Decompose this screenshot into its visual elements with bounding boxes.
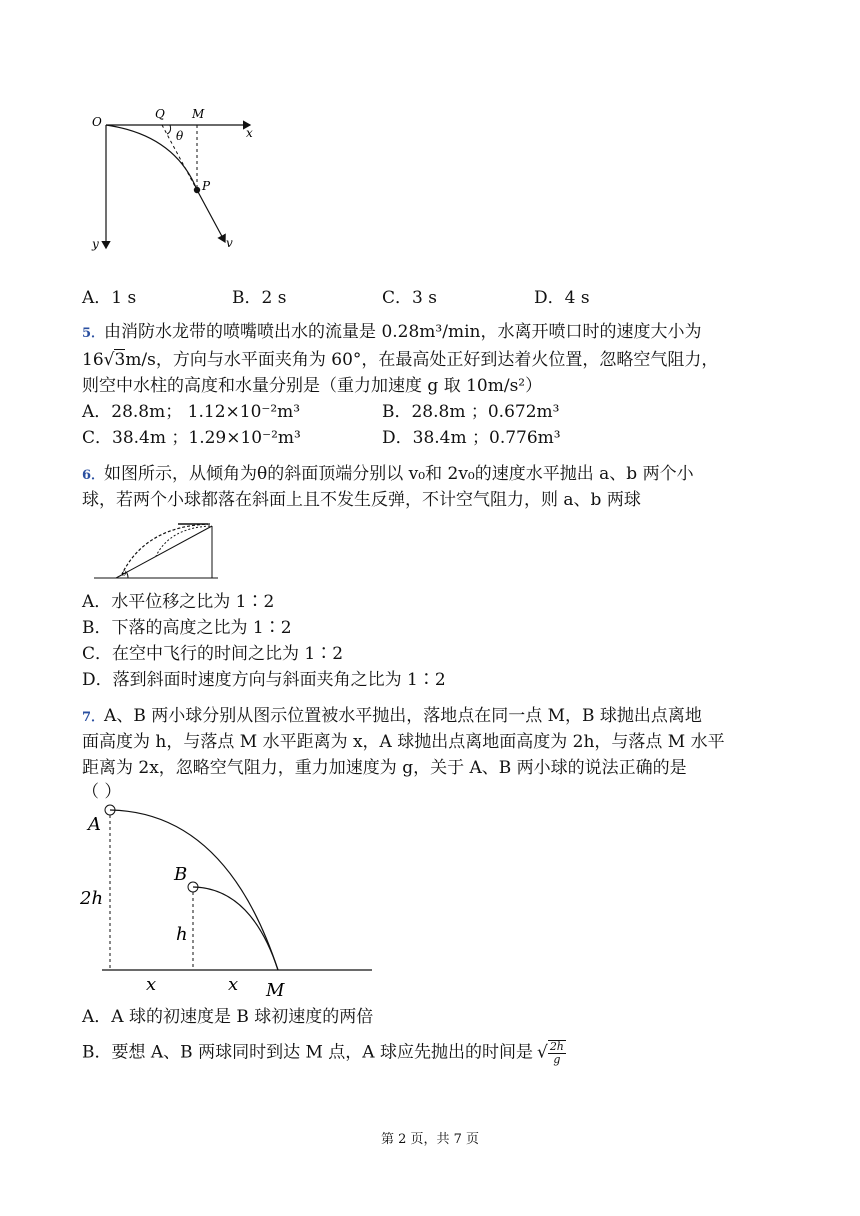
q6-number: 6． (82, 468, 105, 483)
label-x: x (246, 126, 253, 140)
label-x-1: x (146, 974, 157, 995)
q6-line-2 (82, 488, 641, 512)
q7-option-b-line (82, 1040, 566, 1066)
q6-option-a-line (82, 590, 274, 614)
frac-denominator: g (553, 1053, 561, 1066)
q6-option-c-line (82, 642, 343, 666)
label-x-2: x (228, 974, 239, 995)
q5-line-2 (82, 348, 718, 372)
q5-option-a: A．28.8m； 1.12×10⁻²m³ (82, 402, 301, 422)
q7-option-a-line (82, 1005, 373, 1029)
q7-line-2 (82, 730, 725, 754)
q6-option-d-line (82, 668, 446, 692)
q7-text-2: 面高度为 h，与落点 M 水平距离为 x，A 球抛出点离地面高度为 2h，与落点 M 水平 (82, 732, 725, 752)
q4-option-d: D．4 s (534, 288, 590, 308)
q5-text-3: 则空中水柱的高度和水量分别是（重力加速度 g 取 10m/s²） (82, 376, 543, 396)
label-theta-incline: θ (122, 570, 127, 578)
label-O: O (92, 115, 102, 129)
label-P: P (202, 179, 211, 193)
label-B: B (174, 864, 188, 885)
q6-option-b-line (82, 616, 292, 640)
q5-options-row-2 (82, 426, 782, 450)
label-h: h (176, 924, 188, 945)
trajectory-b (122, 524, 210, 574)
q6-option-c: C．在空中飞行的时间之比为 1∶2 (82, 644, 344, 664)
label-2h: 2h (80, 888, 104, 909)
q5-text-1: 由消防水龙带的喷嘴喷出水的流量是 0.28m³/min，水离开喷口时的速度大小为 (104, 322, 702, 342)
q6-option-d: D．落到斜面时速度方向与斜面夹角之比为 1∶2 (82, 670, 446, 690)
q5-line-3 (82, 374, 542, 398)
q6-option-a: A．水平位移之比为 1∶2 (82, 592, 275, 612)
q7-option-a: A．A 球的初速度是 B 球初速度的两倍 (82, 1007, 374, 1027)
projectile-figure-q7 (76, 800, 386, 1000)
q7-line-1 (82, 704, 702, 730)
q7-option-b: B．要想 A、B 两球同时到达 M 点，A 球应先抛出的时间是 (82, 1042, 533, 1063)
q7-text-3: 距离为 2x，忽略空气阻力，重力加速度为 g，关于 A、B 两小球的说法正确的是 (82, 758, 687, 778)
q7-text-1: A、B 两小球分别从图示位置被水平抛出，落地点在同一点 M，B 球抛出点离地 (104, 706, 702, 726)
q5-option-d: D．38.4m ；0.776m³ (382, 428, 561, 448)
theta-arc-incline (126, 572, 128, 578)
label-y: y (92, 237, 99, 251)
frac-numerator: 2h (549, 1040, 564, 1053)
q5-text-2-post: m/s，方向与水平面夹角为 60°，在最高处正好到达着火位置，忽略空气阻力， (125, 350, 719, 370)
q4-option-c: C．3 s (382, 288, 437, 308)
q5-option-b: B．28.8m ；0.672m³ (382, 402, 560, 422)
label-theta: θ (176, 129, 184, 143)
label-M: M (192, 107, 205, 121)
label-Q: Q (155, 107, 165, 121)
q5-option-c: C．38.4m ；1.29×10⁻²m³ (82, 428, 301, 448)
q4-options (82, 286, 782, 310)
q6-text-2: 球，若两个小球都落在斜面上且不发生反弹，不计空气阻力，则 a、b 两球 (82, 490, 641, 510)
theta-arc (167, 125, 171, 134)
label-A: A (88, 814, 101, 835)
q5-options-row-1 (82, 400, 782, 424)
sqrt-2h-over-g: √ $\frac{2h}{g}$ (536, 1040, 564, 1066)
sqrt-radicand: 3 (114, 350, 126, 370)
q6-option-b: B．下落的高度之比为 1∶2 (82, 618, 292, 638)
q5-text-2-pre: 16 (82, 350, 104, 370)
q7-answer-paren: （ ） (82, 782, 122, 802)
q7-number: 7． (82, 710, 105, 725)
q7-line-3 (82, 756, 687, 780)
q4-option-a: A．1 s (82, 288, 137, 308)
incline-figure (90, 518, 230, 582)
label-v: v (226, 236, 233, 250)
q4-option-b: B．2 s (232, 288, 287, 308)
trajectory-B (193, 887, 278, 970)
label-M: M (266, 980, 285, 1000)
sqrt-symbol: √3 (103, 350, 126, 370)
q6-text-1: 如图所示，从倾角为θ的斜面顶端分别以 v₀和 2v₀的速度水平抛出 a、b 两个小 (104, 464, 694, 484)
q5-line-1 (82, 320, 701, 346)
q5-number: 5． (82, 326, 105, 341)
page-footer: 第 2 页，共 7 页 (380, 1132, 480, 1147)
q6-line-1 (82, 462, 694, 488)
projectile-figure-1 (80, 100, 280, 260)
point-P (194, 187, 200, 193)
